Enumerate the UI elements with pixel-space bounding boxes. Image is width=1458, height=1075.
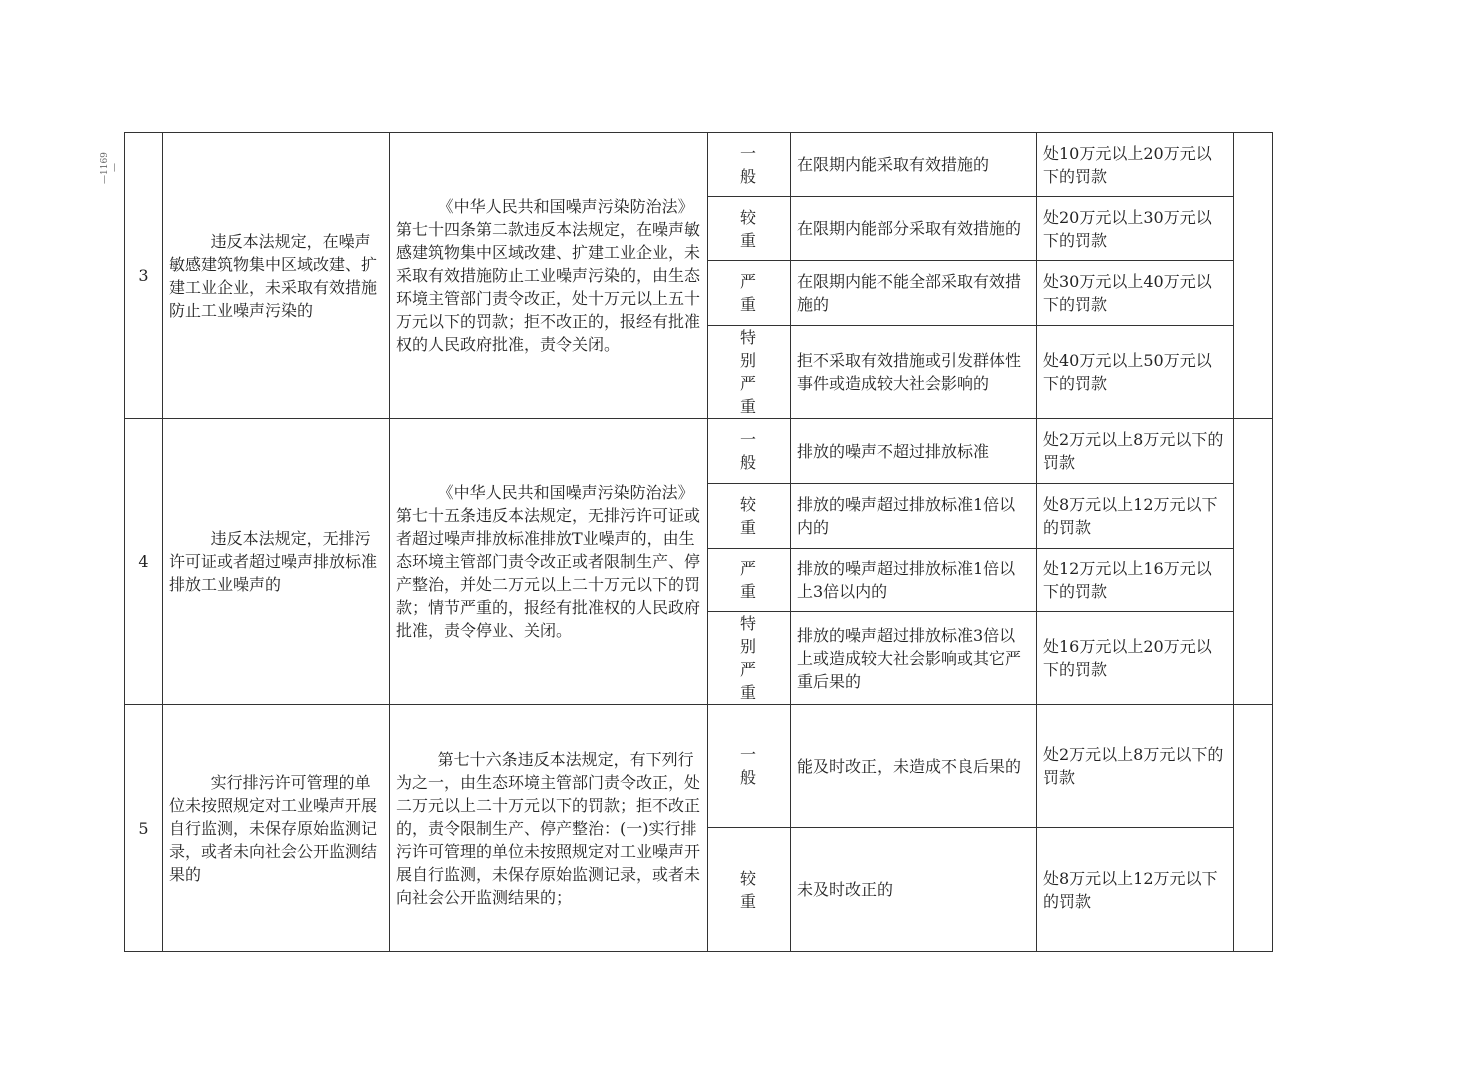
level-cell — [708, 612, 791, 705]
circumstance-cell: 排放的噪声不超过排放标准 — [791, 419, 1037, 484]
penalty-cell: 处16万元以上20万元以下的罚款 — [1037, 612, 1234, 705]
remarks-cell — [1234, 133, 1273, 419]
penalty-cell: 处8万元以上12万元以下的罚款 — [1037, 484, 1234, 549]
level-label: 特别严重 — [739, 614, 758, 702]
penalty-cell: 处30万元以上40万元以下的罚款 — [1037, 261, 1234, 326]
level-cell — [708, 261, 791, 326]
table-row — [125, 419, 1273, 484]
level-cell — [708, 133, 791, 197]
row-number: 4 — [125, 419, 163, 705]
penalty-cell: 处40万元以上50万元以下的罚款 — [1037, 326, 1234, 419]
circumstance-cell: 排放的噪声超过排放标准1倍以内的 — [791, 484, 1037, 549]
row-number: 3 — [125, 133, 163, 419]
level-label: 较重 — [739, 495, 758, 537]
level-label: 特别严重 — [739, 328, 758, 416]
level-cell — [708, 326, 791, 419]
circumstance-cell: 排放的噪声超过排放标准1倍以上3倍以内的 — [791, 549, 1037, 612]
table-row — [125, 705, 1273, 828]
level-cell — [708, 828, 791, 952]
legal-basis-cell — [390, 419, 708, 705]
legal-basis-text: 第七十六条违反本法规定，有下列行为之一，由生态环境主管部门责令改正，处二万元以上二十万元以下的罚款；拒不改正的，责令限制生产、停产整治：(一)实行排污许可管理的单位未按照规定对工业噪声开展自行监测，未保存原始监测记录，或者未向社会公开监测结果的； — [396, 749, 701, 907]
circumstance-cell: 能及时改正，未造成不良后果的 — [791, 705, 1037, 828]
circumstance-cell: 在限期内能采取有效措施的 — [791, 133, 1037, 197]
penalty-cell: 处2万元以上8万元以下的罚款 — [1037, 419, 1234, 484]
level-label: 较重 — [739, 207, 758, 250]
level-label: 严重 — [739, 272, 758, 314]
legal-basis-cell — [390, 133, 708, 419]
legal-basis-text: 《中华人民共和国噪声污染防治法》第七十五条违反本法规定，无排污许可证或者超过噪声排放标准排放T业噪声的，由生态环境主管部门责令改正或者限制生产、停产整治，并处二万元以上二十万元以下的罚款；情节严重的，报经有批准权的人民政府批准，责令停业、关闭。 — [396, 483, 701, 640]
violation-text: 违反本法规定，在噪声敏感建筑物集中区域改建、扩建工业企业，未采取有效措施防止工业噪声污染的 — [169, 231, 378, 320]
circumstance-cell: 未及时改正的 — [791, 828, 1037, 952]
penalty-cell: 处10万元以上20万元以下的罚款 — [1037, 133, 1234, 197]
level-label: 严重 — [739, 559, 758, 601]
level-label: 一般 — [739, 143, 758, 186]
level-cell — [708, 705, 791, 828]
level-label: 一般 — [739, 430, 758, 472]
level-cell — [708, 197, 791, 261]
penalty-cell: 处8万元以上12万元以下的罚款 — [1037, 828, 1234, 952]
table-row — [125, 133, 1273, 197]
legal-basis-text: 《中华人民共和国噪声污染防治法》第七十四条第二款违反本法规定，在噪声敏感建筑物集中区域改建、扩建工业企业，未采取有效措施防止工业噪声污染的，由生态环境主管部门责令改正，处十万元以上五十万元以下的罚款；拒不改正的，报经有批准权的人民政府批准，责令关闭。 — [396, 197, 701, 354]
remarks-cell — [1234, 419, 1273, 705]
page-number: —1169— — [100, 152, 120, 184]
penalty-cell: 处2万元以上8万元以下的罚款 — [1037, 705, 1234, 828]
level-cell — [708, 484, 791, 549]
level-label: 一般 — [739, 745, 758, 787]
circumstance-cell: 在限期内能部分采取有效措施的 — [791, 197, 1037, 261]
level-cell — [708, 419, 791, 484]
violation-cell — [163, 133, 390, 419]
circumstance-cell: 排放的噪声超过排放标准3倍以上或造成较大社会影响或其它严重后果的 — [791, 612, 1037, 705]
circumstance-cell: 在限期内能不能全部采取有效措施的 — [791, 261, 1037, 326]
violation-cell — [163, 705, 390, 952]
penalty-standards-table — [124, 132, 1273, 952]
penalty-cell: 处20万元以上30万元以下的罚款 — [1037, 197, 1234, 261]
legal-basis-cell — [390, 705, 708, 952]
violation-cell — [163, 419, 390, 705]
penalty-cell: 处12万元以上16万元以下的罚款 — [1037, 549, 1234, 612]
level-label: 较重 — [739, 868, 758, 911]
level-cell — [708, 549, 791, 612]
violation-text: 违反本法规定，无排污许可证或者超过噪声排放标准排放工业噪声的 — [169, 529, 378, 594]
circumstance-cell: 拒不采取有效措施或引发群体性事件或造成较大社会影响的 — [791, 326, 1037, 419]
violation-text: 实行排污许可管理的单位未按照规定对工业噪声开展自行监测，未保存原始监测记录，或者未向社会公开监测结果的 — [169, 772, 378, 884]
row-number: 5 — [125, 705, 163, 952]
remarks-cell — [1234, 705, 1273, 952]
